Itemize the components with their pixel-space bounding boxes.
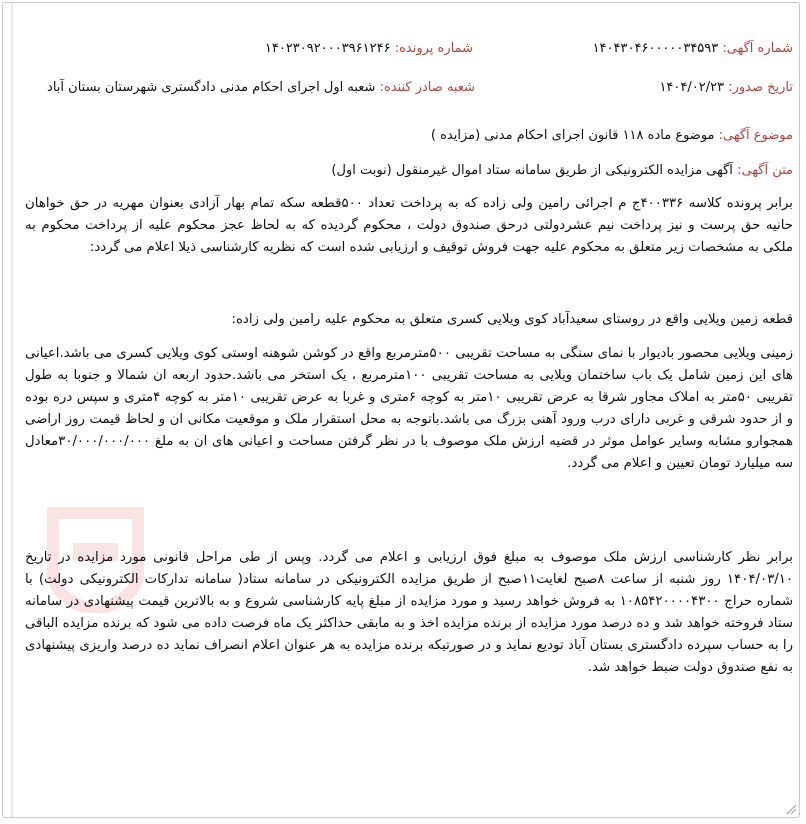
issuer-name: شعبه اول اجرای احکام مدنی دادگستری شهرستان بستان آباد	[47, 80, 376, 95]
left-edge-strip	[11, 3, 13, 817]
body-label: متن آگهی:	[737, 163, 793, 178]
subject-label: موضوع آگهی:	[718, 128, 793, 143]
case-number: ۱۴۰۲۳۰۹۲۰۰۰۳۹۶۱۲۴۶	[264, 41, 391, 56]
paragraph-case-intro: برابر پرونده کلاسه ۴۰۰۳۳۶ج م اجرائی رامین ولی زاده که به پرداخت تعداد ۵۰۰قطعه سکه تمام بهار آزادی بعنوان مهریه در حق خواهان حانیه حق پرست و نیز پرداخت نیم عشردولتی درحق صندوق دولت ، محکوم گردیده که به لحاظ عجز محکوم علیه از پرداخت محکوم به ملکی به مشخصات زیر متعلق به محکوم علیه جهت فروش توقیف و ارزیابی شده است که نظریه کارشناسی ذیلا اعلام می گردد:	[25, 196, 793, 255]
issuer-row	[47, 80, 475, 95]
subject-value: موضوع ماده ۱۱۸ قانون اجرای احکام مدنی (مزایده )	[430, 128, 715, 143]
case-number-row	[265, 41, 473, 56]
body-title: آگهی مزایده الکترونیکی از طریق سامانه ستاد اموال غیرمنقول (نوبت اول)	[331, 163, 733, 178]
property-heading: قطعه زمین ویلایی واقع در روستای سعیدآباد کوی ویلایی کسری متعلق به محکوم علیه رامین ولی زاده:	[231, 312, 793, 327]
notice-number: ۱۴۰۴۳۰۴۶۰۰۰۰۰۳۴۵۹۳	[592, 41, 719, 56]
notice-frame	[2, 2, 800, 818]
notice-number-row	[593, 41, 793, 56]
paragraph-property-description: زمینی ویلایی محصور بادیوار با نمای سنگی به مساحت تقریبی ۵۰۰مترمربع واقع در کوشن شوهنه اوستی کوی ویلایی کسری می باشد.اعیانی های این زمین شامل یک باب ساختمان ویلایی به مساحت تقریبی ۱۰۰مترمربع ، یک استخر می باشد.حدود اربعه ان شمالا و جنوبا به طول تقریبی ۵۰متر به املاک مجاور شرقا به عرض تقریبی ۱۰متر به کوچه ۶متری و غربا به عرض تقریبی ۱۰متر به کوچه ۴متری و سپس دره بوده و از حدود شرقی و غربی دارای درب ورود آهنی بزرگ می باشد.باتوجه به محل استقرار ملک و موقعیت مکانی ان و لحاظ قیمت روز اراضی همجوارو مشابه وسایر عوامل موثر در قضیه ارزش ملک موصوف با در نظر گرفتن مساحت و اعیانی های ان به ملغ ۳۰/۰۰۰/۰۰۰/۰۰۰معادل سه میلیارد تومان تعیین و اعلام می گردد.	[25, 346, 794, 471]
issue-date-row	[659, 80, 793, 95]
issue-date: ۱۴۰۴/۰۲/۲۳	[659, 80, 725, 95]
body-title-row	[331, 163, 793, 178]
paragraph-auction-terms: برابر نظر کارشناسی ارزش ملک موصوف به مبلغ فوق ارزیابی و اعلام می گردد. وپس از طی مراحل قانونی مورد مزایده در تاریخ ۱۴۰۴/۰۳/۱۰ روز شنبه از ساعت ۸صبح لغایت۱۱صبح از طریق مزایده الکترونیکی در سامانه ستاد( سامانه تدارکات الکترونیکی دولت) با شماره حراج ۱۰۸۵۴۲۰۰۰۰۴۳۰۰ به فروش خواهد رسید و مورد مزایده از مبلغ پایه کارشناسی شروع و به بالاترین قیمت پیشنهادی در سامانه ستاد فروخته خواهد شد و ده درصد مورد مزایده از برنده مزایده اخذ و به مابقی حداکثر یک ماه فرصت داده می شود که برنده مزایده الباقی را به حساب سپرده دادگستری بستان آباد تودیع نماید و در صورتیکه برنده مزایده به هر عنوان اعلام انصراف نماید ده درصد واریزی پیشنهادی به نفع صندوق دولت ضبط خواهد شد.	[25, 550, 793, 675]
subject-row	[431, 128, 793, 143]
issuer-label: شعبه صادر کننده:	[379, 80, 475, 95]
case-number-label: شماره پرونده:	[394, 41, 473, 56]
issue-date-label: تاریخ صدور:	[728, 80, 793, 95]
notice-number-label: شماره آگهی:	[722, 41, 793, 56]
resize-grip-icon[interactable]	[783, 801, 797, 815]
